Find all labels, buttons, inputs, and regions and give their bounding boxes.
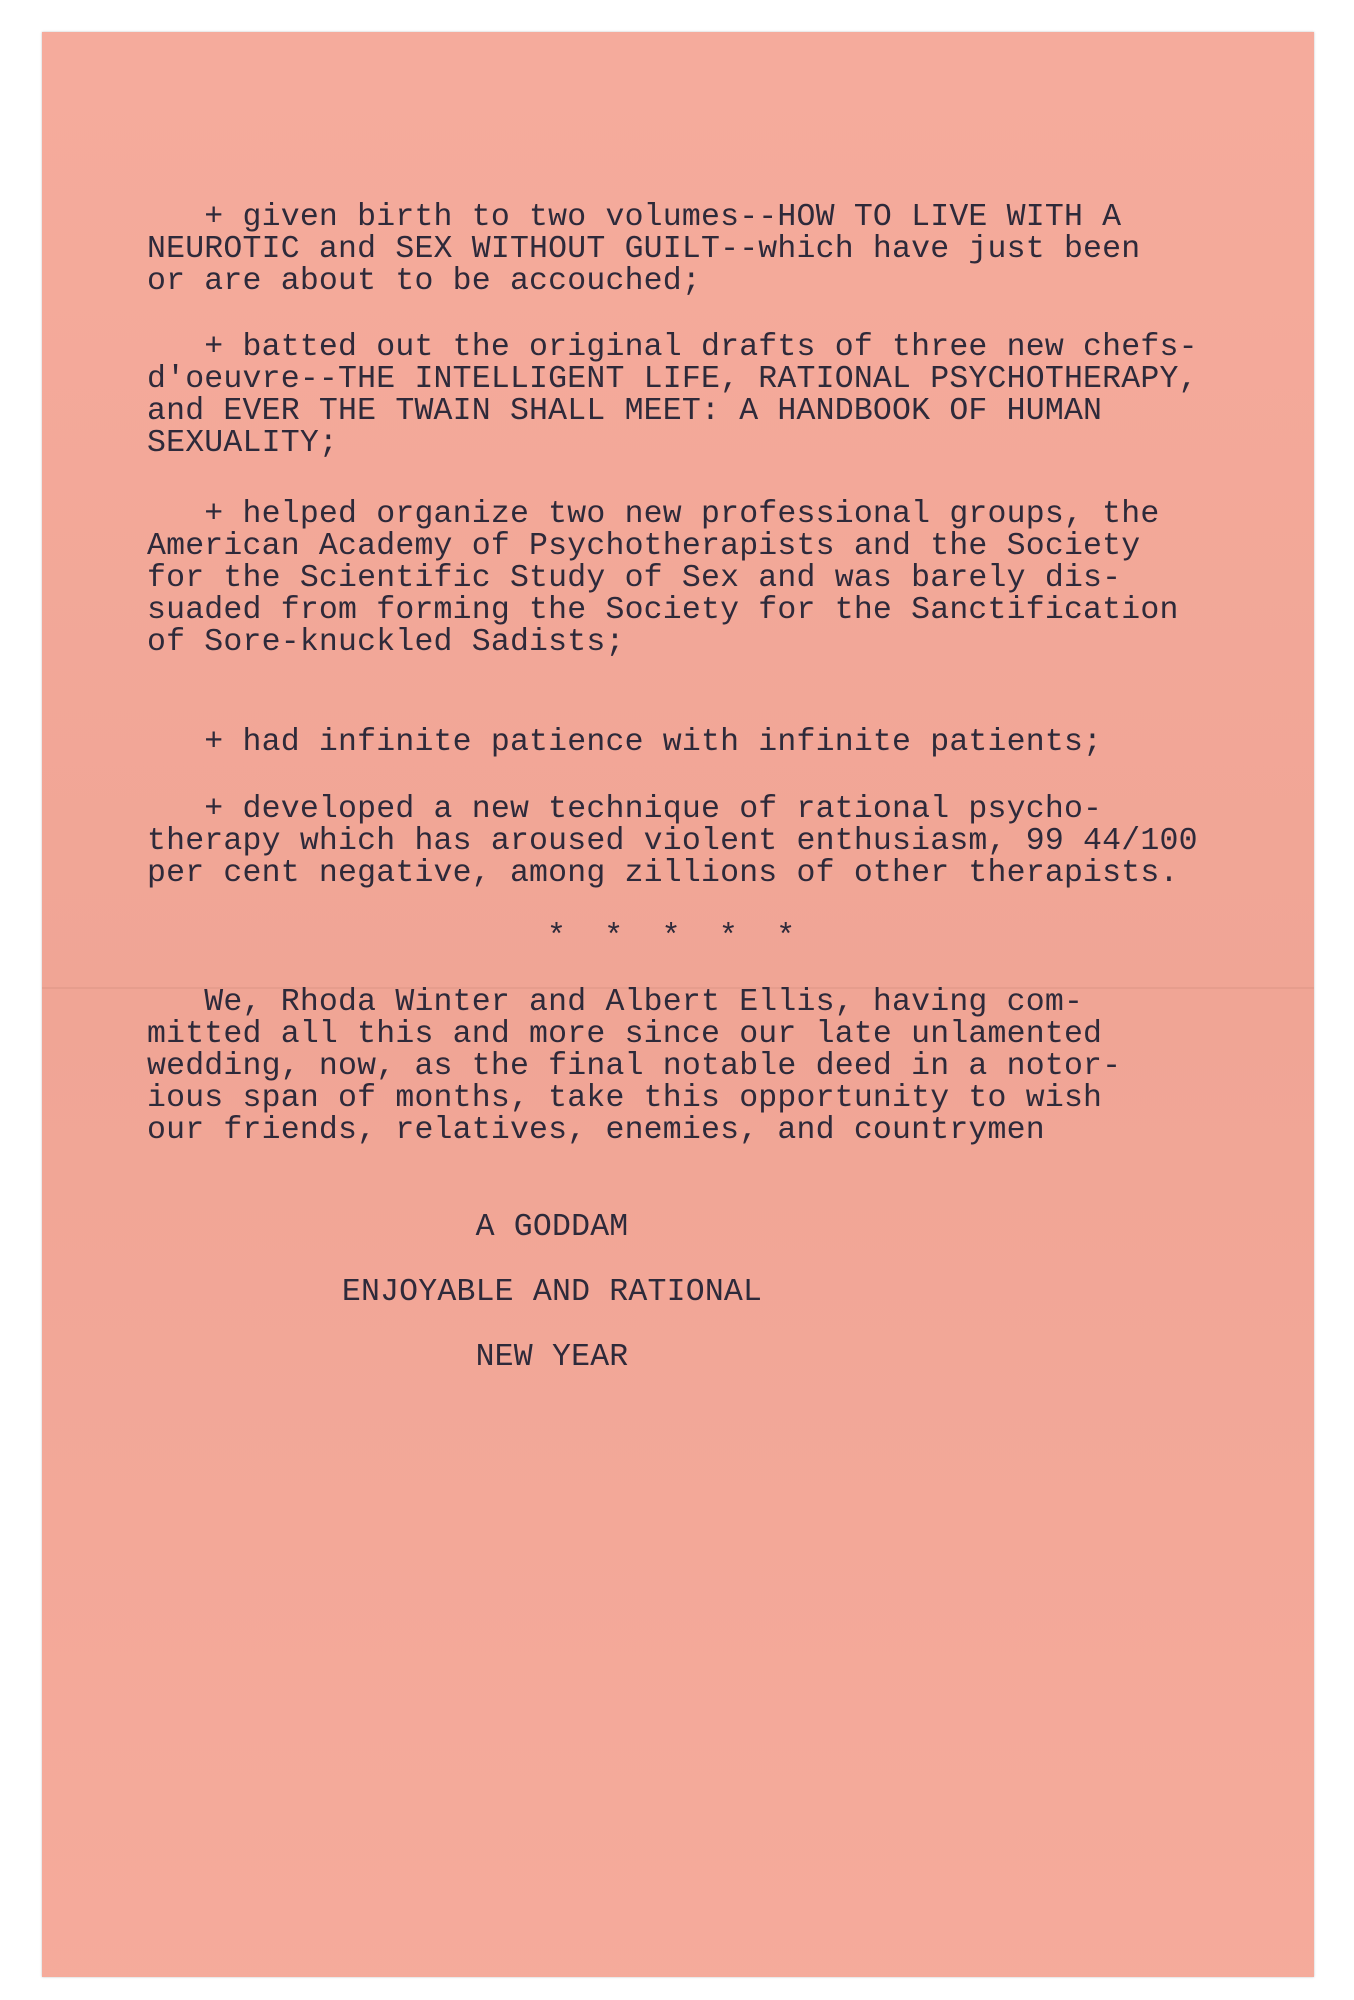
paper-sheet xyxy=(42,32,1314,1977)
paragraph-volumes: + given birth to two volumes--HOW TO LIVE WITH A NEUROTIC and SEX WITHOUT GUILT--which have just been or are about to be accouched; xyxy=(147,200,1141,299)
greeting-line-2: ENJOYABLE AND RATIONAL xyxy=(341,1275,763,1310)
paragraph-groups: + helped organize two new professional groups, the American Academy of Psychotherapists and the Society for the Scientific Study of Sex and was barely dis- suaded from forming the Society for the Sanctification of Sore-knuckled Sadists; xyxy=(147,497,1179,660)
greeting-line-1: A GODDAM xyxy=(475,1210,629,1245)
paragraph-closing: We, Rhoda Winter and Albert Ellis, having com- mitted all this and more since our late unlamented wedding, now, as the final notable deed in a notor- ious span of months, take this opportunity to wish our friends, relatives, enemies, and countrymen xyxy=(147,985,1122,1148)
separator-stars: * * * * * xyxy=(547,920,796,955)
greeting-line-3: NEW YEAR xyxy=(475,1340,629,1375)
paragraph-patience: + had infinite patience with infinite patients; xyxy=(147,725,1103,760)
paragraph-technique: + developed a new technique of rational psycho- therapy which has aroused violent enthusiasm, 99 44/100 per cent negative, among zillions of other therapists. xyxy=(147,792,1198,891)
paragraph-drafts: + batted out the original drafts of three new chefs- d'oeuvre--THE INTELLIGENT LIFE, RATIONAL PSYCHOTHERAPY, and EVER THE TWAIN SHALL MEET: A HANDBOOK OF HUMAN SEXUALITY; xyxy=(147,330,1198,461)
